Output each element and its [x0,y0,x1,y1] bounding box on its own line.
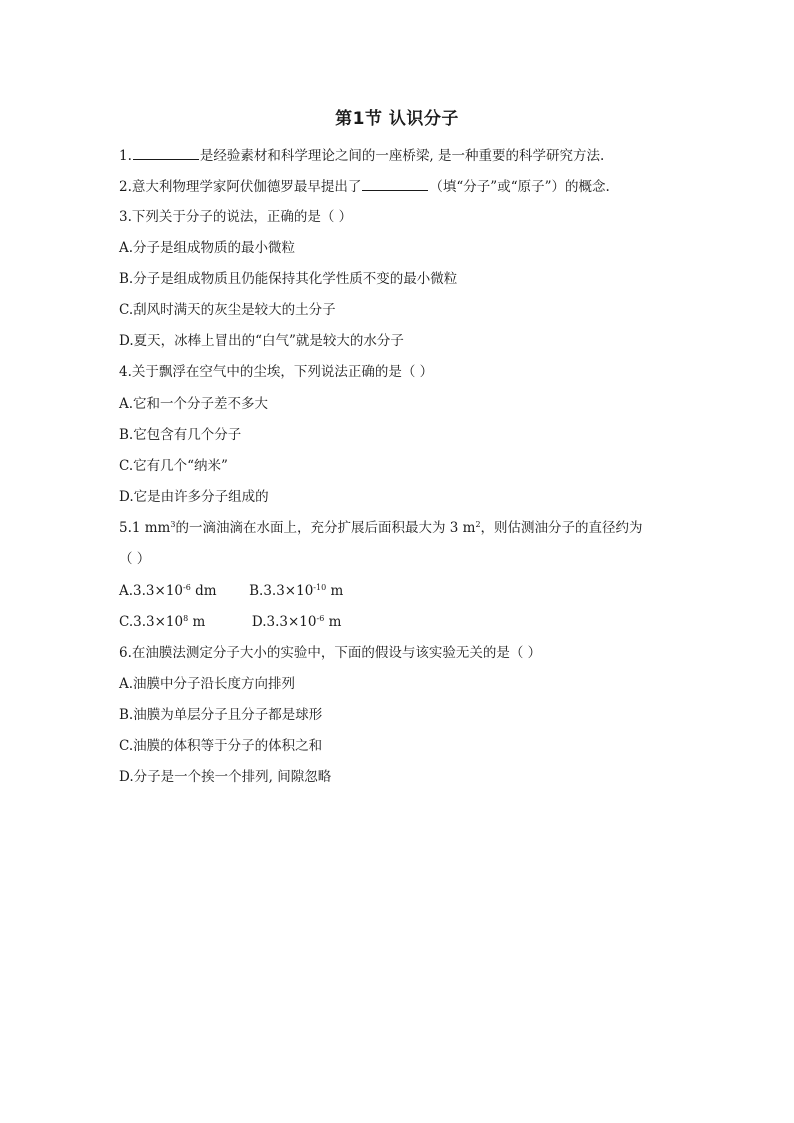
question-6-option-c: C.油膜的体积等于分子的体积之和 [119,738,323,754]
option-unit: dm [190,583,217,599]
question-3-option-b: B.分子是组成物质且仍能保持其化学性质不变的最小微粒 [119,271,458,287]
question-1-text: 是经验素材和科学理论之间的一座桥梁, 是一种重要的科学研究方法. [199,148,605,164]
question-1-number: 1. [119,148,132,164]
question-4-option-d: D.它是由许多分子组成的 [119,489,269,505]
option-unit: m [324,614,342,630]
question-2-text-post: （填“分子”或“原子”）的概念. [429,179,610,195]
exponent: 2 [475,520,481,529]
exponent: -10 [313,583,327,592]
question-6-stem: 6.在油膜法测定分子大小的实验中，下面的假设与该实验无关的是（ ） [119,645,542,661]
option-text: D.3.3×10 [251,614,317,630]
question-3-stem: 3.下列关于分子的说法，正确的是（ ） [119,209,353,225]
question-2-text-pre: 2.意大利物理学家阿伏伽德罗最早提出了 [119,179,362,195]
question-6-option-a: A.油膜中分子沿长度方向排列 [119,676,296,692]
answer-blank-1[interactable] [133,146,199,160]
question-5-stem-part: 的一滴油滴在水面上，充分扩展后面积最大为 3 m [175,520,476,536]
question-4-option-a: A.它和一个分子差不多大 [119,396,269,412]
option-text: C.3.3×10 [119,614,184,630]
exponent: -6 [316,614,325,623]
question-3-option-a: A.分子是组成物质的最小微粒 [119,240,296,256]
exponent: 3 [170,520,176,529]
question-1 [119,146,604,165]
question-4-stem: 4.关于飘浮在空气中的尘埃，下列说法正确的是（ ） [119,364,434,380]
page-title: 第1节 认识分子 [335,109,459,129]
question-5-stem [119,519,643,537]
question-5-stem-part: ，则估测油分子的直径约为 [480,520,643,536]
option-text: B.3.3×10 [249,583,314,599]
question-5-option-d [252,614,341,630]
exponent: 8 [183,614,189,623]
answer-blank-2[interactable] [362,177,428,191]
question-5-options-row-1 [119,582,343,600]
option-unit: m [326,583,344,599]
question-4-option-b: B.它包含有几个分子 [119,427,242,443]
question-5-options-row-2 [119,613,341,631]
question-3-option-d: D.夏天，冰棒上冒出的“白气”就是较大的水分子 [119,333,404,349]
question-6-option-d: D.分子是一个挨一个排列, 间隙忽略 [119,769,332,785]
question-5-stem-part: 5.1 mm [119,520,171,536]
question-5-paren: （ ） [119,551,151,567]
question-5-option-a [119,583,217,599]
option-text: A.3.3×10 [119,583,183,599]
question-4-option-c: C.它有几个“纳米” [119,458,228,474]
question-2 [119,177,610,196]
option-unit: m [188,614,206,630]
question-5-option-b [249,583,343,599]
exponent: -6 [183,583,191,592]
question-5-option-c [119,614,205,630]
question-6-option-b: B.油膜为单层分子且分子都是球形 [119,707,323,723]
question-3-option-c: C.刮风时满天的灰尘是较大的土分子 [119,302,336,318]
